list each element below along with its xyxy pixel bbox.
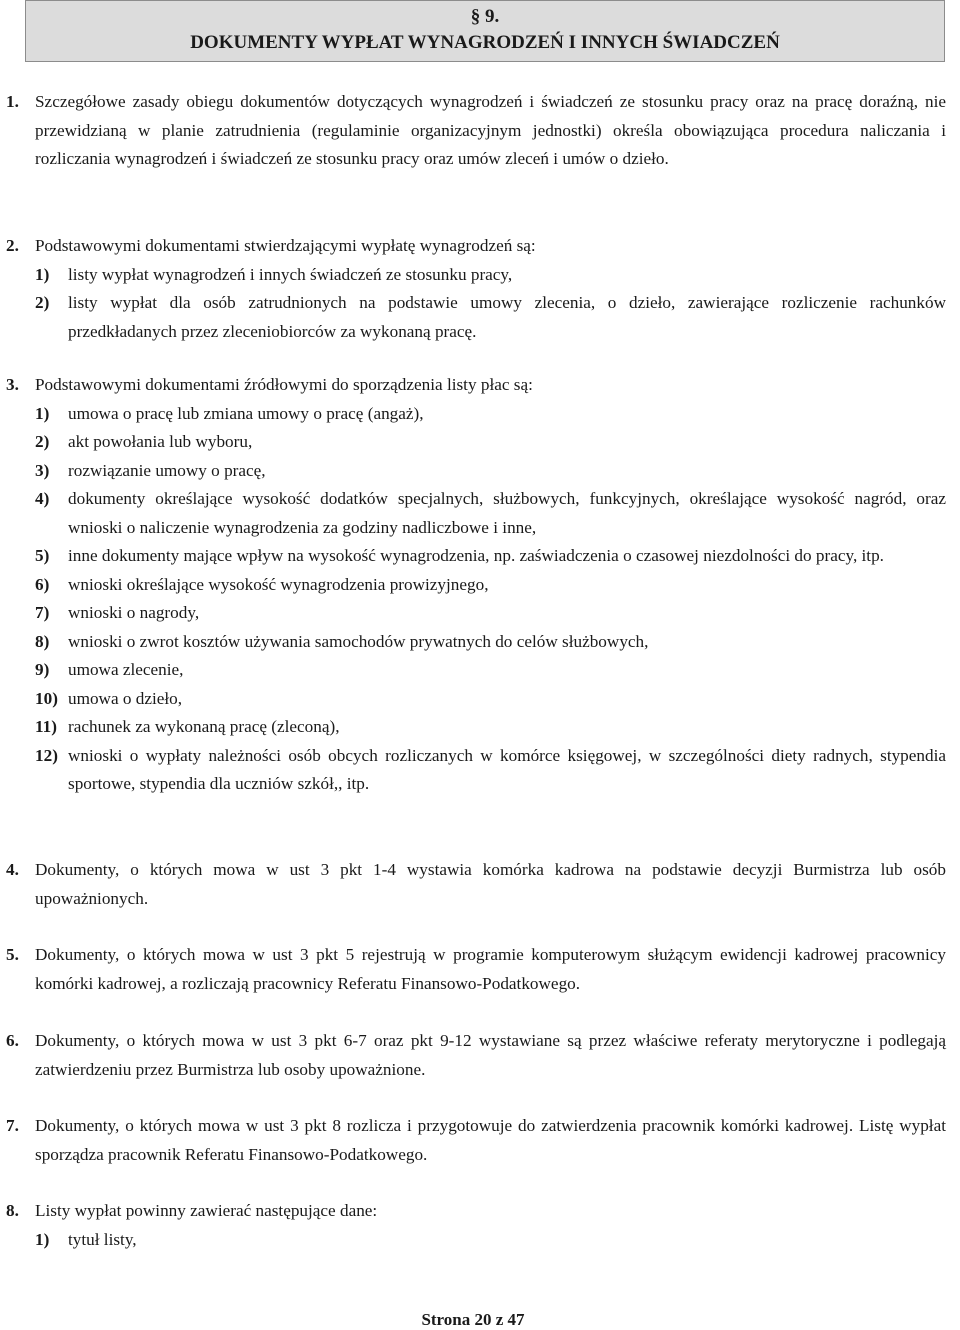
paragraph-5 bbox=[0, 941, 946, 998]
paragraph-number: 1. bbox=[6, 92, 19, 111]
list-item-text: listy wypłat dla osób zatrudnionych na podstawie umowy zlecenia, o dzieło, zawierające rozliczenie rachunków przedkładanych przez zleceniobiorców za wykonaną pracę. bbox=[68, 293, 946, 341]
list-item-number: 7) bbox=[35, 603, 50, 622]
list-item bbox=[0, 713, 946, 742]
paragraph-number: 6. bbox=[6, 1031, 19, 1050]
paragraph-text: Szczegółowe zasady obiegu dokumentów dotyczących wynagrodzeń i świadczeń ze stosunku pracy oraz na pracę doraźną, nie przewidzianą w planie zatrudnienia (regulaminie organizacyjnym jednostki) określa obowiązująca procedura naliczania i rozliczania wynagrodzeń i świadczeń ze stosunku pracy oraz umów zleceń i umów o dzieło. bbox=[35, 92, 946, 168]
paragraph-number: 7. bbox=[6, 1116, 19, 1135]
list-item bbox=[0, 400, 946, 429]
list-item-number: 2) bbox=[35, 432, 50, 451]
paragraph-8 bbox=[0, 1197, 946, 1254]
list-item-text: umowa o pracę lub zmiana umowy o pracę (angaż), bbox=[68, 403, 424, 423]
section-number: § 9. bbox=[470, 6, 500, 27]
list-item-number: 9) bbox=[35, 660, 50, 679]
list-item bbox=[0, 485, 946, 542]
list-item bbox=[0, 628, 946, 657]
paragraph-number: 3. bbox=[6, 375, 19, 394]
list-item bbox=[0, 542, 946, 571]
list-item bbox=[0, 571, 946, 600]
list-item-text: tytuł listy, bbox=[68, 1229, 137, 1249]
list-item bbox=[0, 599, 946, 628]
section-title: DOKUMENTY WYPŁAT WYNAGRODZEŃ I INNYCH ŚWIADCZEŃ bbox=[190, 32, 780, 53]
paragraph-text: Podstawowymi dokumentami stwierdzającymi wypłatę wynagrodzeń są: bbox=[35, 236, 536, 255]
list-item-number: 1) bbox=[35, 1229, 50, 1249]
list-item bbox=[0, 656, 946, 685]
list-item bbox=[0, 685, 946, 714]
paragraph-2 bbox=[0, 232, 946, 346]
list-item-text: rachunek za wykonaną pracę (zleconą), bbox=[68, 717, 340, 736]
list-item-text: umowa o dzieło, bbox=[68, 688, 183, 708]
list-item-text: wnioski o wypłaty należności osób obcych rozliczanych w komórce księgowej, w szczególności diety radnych, stypendia sportowe, stypendia dla uczniów szkół,, itp. bbox=[68, 745, 946, 793]
paragraph-text: Podstawowymi dokumentami źródłowymi do sporządzenia listy płac są: bbox=[35, 375, 533, 394]
list-item-text: wnioski określające wysokość wynagrodzenia prowizyjnego, bbox=[68, 574, 489, 594]
list-item bbox=[0, 428, 946, 457]
paragraph-text: Dokumenty, o których mowa w ust 3 pkt 6-7 oraz pkt 9-12 wystawiane są przez właściwe referaty merytoryczne i podlegają zatwierdzeniu przez Burmistrza lub osoby upoważnione. bbox=[35, 1031, 946, 1079]
list-item-text: wnioski o nagrody, bbox=[68, 603, 200, 622]
list-item-number: 5) bbox=[35, 546, 50, 565]
list-item bbox=[0, 457, 946, 486]
list-item-number: 1) bbox=[35, 264, 50, 284]
list-item-number: 2) bbox=[35, 293, 50, 312]
list-item bbox=[0, 1226, 946, 1255]
paragraph-4 bbox=[0, 856, 946, 913]
list-item-number: 8) bbox=[35, 631, 50, 651]
list-item-number: 4) bbox=[35, 489, 50, 508]
paragraph-number: 4. bbox=[6, 860, 19, 879]
section-header bbox=[25, 0, 945, 62]
list-item-text: umowa zlecenie, bbox=[68, 660, 184, 679]
paragraph-text: Dokumenty, o których mowa w ust 3 pkt 5 rejestrują w programie komputerowym służącym ewidencji kadrowej pracownicy komórki kadrowej, a rozliczają pracownicy Referatu Finansowo-Podatkowego. bbox=[35, 945, 946, 993]
paragraph-text: Dokumenty, o których mowa w ust 3 pkt 1-4 wystawia komórka kadrowa na podstawie decyzji Burmistrza lub osób upoważnionych. bbox=[35, 860, 946, 908]
list-item-number: 11) bbox=[35, 717, 57, 736]
list-item-number: 3) bbox=[35, 460, 50, 480]
paragraph-text: Listy wypłat powinny zawierać następujące dane: bbox=[35, 1201, 378, 1220]
list-item-text: inne dokumenty mające wpływ na wysokość wynagrodzenia, np. zaświadczenia o czasowej niezdolności do pracy, itp. bbox=[68, 546, 884, 565]
list-item-text: akt powołania lub wyboru, bbox=[68, 432, 253, 451]
list-item-number: 6) bbox=[35, 574, 50, 594]
paragraph-3 bbox=[0, 371, 946, 799]
list-item-text: wnioski o zwrot kosztów używania samochodów prywatnych do celów służbowych, bbox=[68, 631, 649, 651]
paragraph-7 bbox=[0, 1112, 946, 1169]
paragraph-6 bbox=[0, 1027, 946, 1084]
list-item bbox=[0, 261, 946, 290]
page-footer: Strona 20 z 47 bbox=[421, 1310, 525, 1329]
paragraph-1 bbox=[0, 88, 946, 174]
list-item bbox=[0, 742, 946, 799]
list-item-text: rozwiązanie umowy o pracę, bbox=[68, 460, 266, 480]
list-item bbox=[0, 289, 946, 346]
list-item-number: 1) bbox=[35, 403, 50, 423]
paragraph-text: Dokumenty, o których mowa w ust 3 pkt 8 rozlicza i przygotowuje do zatwierdzenia pracownik komórki kadrowej. Listę wypłat sporządza pracownik Referatu Finansowo-Podatkowego. bbox=[35, 1116, 946, 1164]
list-item-number: 12) bbox=[35, 745, 58, 765]
paragraph-number: 5. bbox=[6, 945, 19, 964]
paragraph-number: 2. bbox=[6, 236, 19, 255]
list-item-text: listy wypłat wynagrodzeń i innych świadczeń ze stosunku pracy, bbox=[68, 264, 513, 284]
list-item-text: dokumenty określające wysokość dodatków specjalnych, służbowych, funkcyjnych, określające wysokość nagród, oraz wnioski o naliczenie wynagrodzenia za godziny nadliczbowe i inne, bbox=[68, 489, 946, 537]
paragraph-number: 8. bbox=[6, 1201, 19, 1220]
list-item-number: 10) bbox=[35, 688, 58, 708]
